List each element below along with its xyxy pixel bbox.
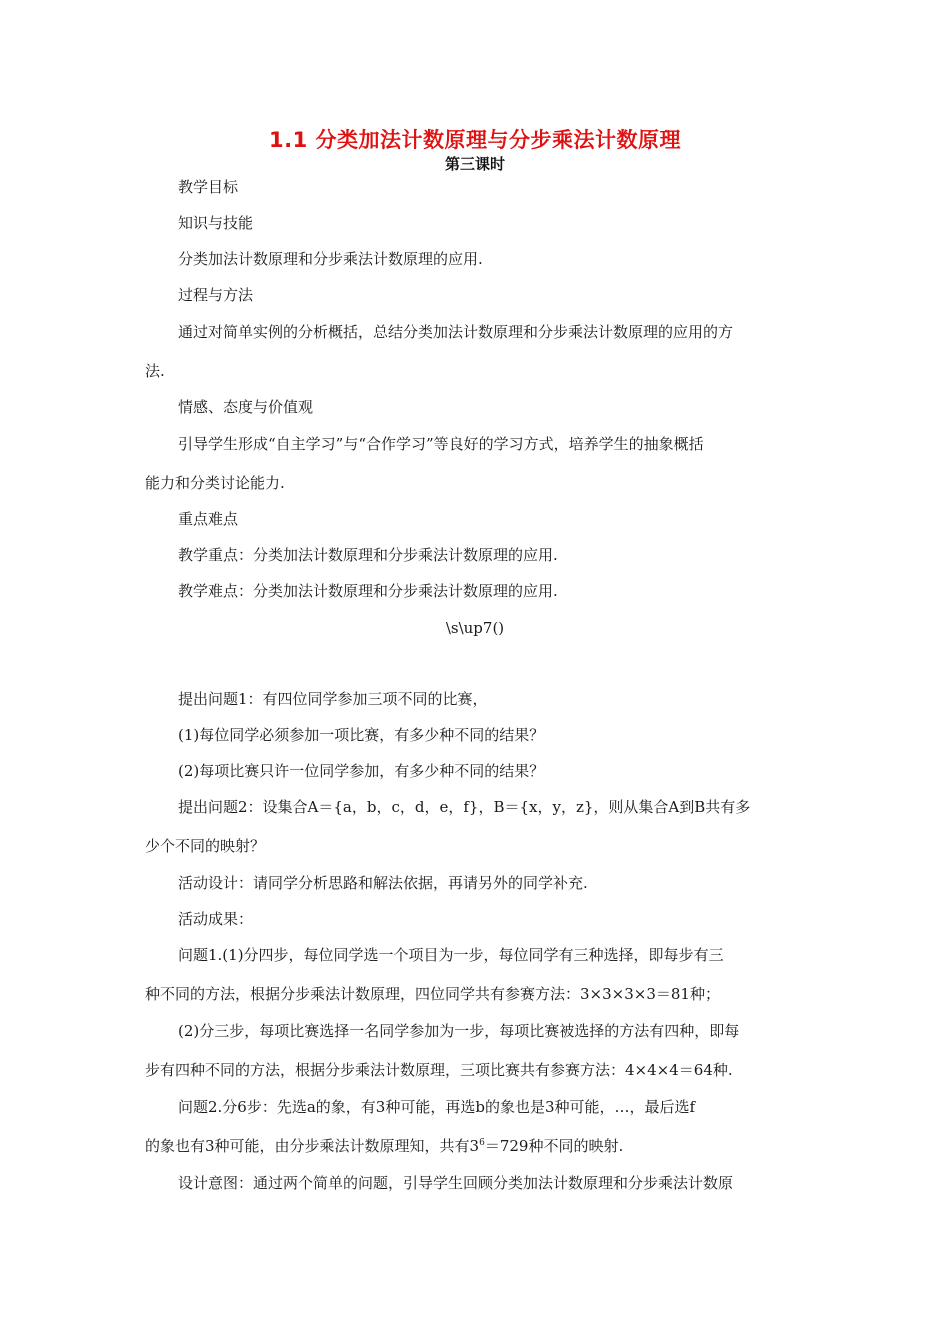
answer-2-line-2 bbox=[145, 1136, 623, 1156]
question-2-line-1: 提出问题2：设集合A＝{a，b，c，d，e，f}，B＝{x，y，z}，则从集合A到B共有多 bbox=[178, 798, 751, 816]
answer-1-part-1-line-2: 种不同的方法，根据分步乘法计数原理，四位同学共有参赛方法：3×3×3×3＝81种； bbox=[145, 985, 720, 1003]
answer-2-line-2-tail: ＝729种不同的映射. bbox=[484, 1137, 624, 1155]
emotion-text-line-1: 引导学生形成“自主学习”与“合作学习”等良好的学习方式，培养学生的抽象概括 bbox=[178, 435, 704, 453]
emotion-text-line-2: 能力和分类讨论能力. bbox=[145, 474, 285, 492]
question-1-part-2: (2)每项比赛只许一位同学参加，有多少种不同的结果？ bbox=[178, 762, 545, 780]
answer-2-line-1: 问题2.分6步：先选a的象，有3种可能，再选b的象也是3种可能，…，最后选f bbox=[178, 1098, 696, 1116]
answer-1-part-2-line-1: (2)分三步，每项比赛选择一名同学参加为一步，每项比赛被选择的方法有四种，即每 bbox=[178, 1022, 740, 1040]
exponent: 6 bbox=[479, 1138, 485, 1148]
knowledge-heading: 知识与技能 bbox=[178, 214, 254, 232]
key-point: 教学重点：分类加法计数原理和分步乘法计数原理的应用. bbox=[178, 546, 558, 564]
answer-1-part-1-line-1: 问题1.(1)分四步，每位同学选一个项目为一步，每位同学有三种选择，即每步有三 bbox=[178, 946, 724, 964]
knowledge-text: 分类加法计数原理和分步乘法计数原理的应用. bbox=[178, 250, 483, 268]
difficult-point: 教学难点：分类加法计数原理和分步乘法计数原理的应用. bbox=[178, 582, 558, 600]
question-2-line-2: 少个不同的映射？ bbox=[145, 837, 266, 855]
process-text-line-2: 法. bbox=[145, 362, 165, 380]
question-1-intro: 提出问题1：有四位同学参加三项不同的比赛， bbox=[178, 690, 488, 708]
activity-design: 活动设计：请同学分析思路和解法依据，再请另外的同学补充. bbox=[178, 874, 588, 892]
activity-result-heading: 活动成果： bbox=[178, 910, 254, 928]
emotion-heading: 情感、态度与价值观 bbox=[178, 398, 314, 416]
goals-heading: 教学目标 bbox=[178, 178, 239, 196]
key-difficult-heading: 重点难点 bbox=[178, 510, 239, 528]
lesson-subtitle: 第三课时 bbox=[444, 155, 505, 173]
question-1-part-1: (1)每位同学必须参加一项比赛，有多少种不同的结果？ bbox=[178, 726, 545, 744]
process-heading: 过程与方法 bbox=[178, 286, 254, 304]
process-text-line-1: 通过对简单实例的分析概括，总结分类加法计数原理和分步乘法计数原理的应用的方 bbox=[178, 323, 734, 341]
answer-2-line-2-text: 的象也有3种可能，由分步乘法计数原理知，共有3 bbox=[145, 1137, 480, 1155]
answer-1-part-2-line-2: 步有四种不同的方法，根据分步乘法计数原理，三项比赛共有参赛方法：4×4×4＝64种. bbox=[145, 1061, 733, 1079]
design-intent: 设计意图：通过两个简单的问题，引导学生回顾分类加法计数原理和分步乘法计数原 bbox=[178, 1174, 734, 1192]
field-code: \s\up7() bbox=[445, 619, 505, 637]
document-title: 1.1 分类加法计数原理与分步乘法计数原理 bbox=[268, 128, 681, 152]
